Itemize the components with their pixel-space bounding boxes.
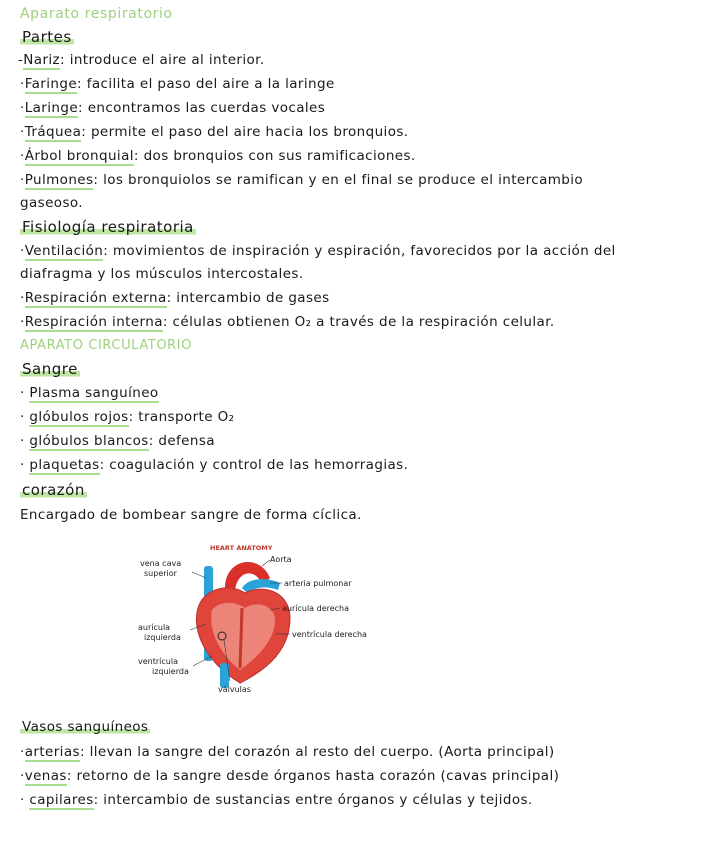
section-title-respiratorio: Aparato respiratorio [20, 6, 173, 22]
heart-anatomy-diagram [130, 538, 400, 698]
heading-sangre: Sangre [22, 360, 78, 378]
label-ventriculo-derecha: ventrícula derecha [292, 630, 367, 639]
list-item-laringe: ·Laringe: encontramos las cuerdas vocales [20, 100, 326, 116]
label-ventriculo-izq: ventrícula [138, 657, 178, 666]
list-item-arterias: ·arterias: llevan la sangre del corazón al resto del cuerpo. (Aorta principal) [20, 744, 555, 760]
section-title-circulatorio: APARATO CIRCULATORIO [20, 338, 193, 353]
list-item-traquea: ·Tráquea: permite el paso del aire hacia los bronquios. [20, 124, 409, 140]
label-valvulas: válvulas [218, 685, 251, 694]
list-item-arbol-bronquial: ·Árbol bronquial: dos bronquios con sus ramificaciones. [20, 148, 416, 164]
list-item-plasma: · Plasma sanguíneo [20, 385, 159, 401]
diagram-title: HEART ANATOMY [210, 544, 273, 552]
list-item-globulos-rojos: · glóbulos rojos: transporte O₂ [20, 409, 235, 425]
list-item-resp-externa: ·Respiración externa: intercambio de gases [20, 290, 330, 306]
list-item-nariz: -Nariz: introduce el aire al interior. [18, 52, 265, 68]
list-item-globulos-blancos: · glóbulos blancos: defensa [20, 433, 215, 449]
label-auricula-izq: aurícula [138, 623, 171, 632]
corazon-description: Encargado de bombear sangre de forma cíclica. [20, 507, 362, 523]
label-auricula-derecha: aurícula derecha [282, 604, 350, 613]
list-item-resp-interna: ·Respiración interna: células obtienen O₂ a través de la respiración celular. [20, 314, 555, 330]
label-vena-cava: vena cava [140, 559, 182, 568]
label-ventriculo-izq-2: izquierda [152, 667, 189, 676]
heading-vasos: Vasos sanguíneos [22, 719, 149, 735]
list-item-capilares: · capilares: intercambio de sustancias entre órganos y células y tejidos. [20, 792, 533, 808]
list-item-pulmones: ·Pulmones: los bronquiolos se ramifican y en el final se produce el intercambio [20, 172, 584, 188]
label-arteria-pulmonar: arteria pulmonar [284, 579, 352, 588]
heading-fisiologia: Fisiología respiratoria [22, 218, 194, 236]
list-item-plaquetas: · plaquetas: coagulación y control de las hemorragias. [20, 457, 409, 473]
list-item-venas: ·venas: retorno de la sangre desde órganos hasta corazón (cavas principal) [20, 768, 560, 784]
list-item-ventilacion-cont: diafragma y los músculos intercostales. [20, 266, 304, 282]
ventricle-divider [240, 608, 242, 668]
label-aorta: Aorta [270, 555, 292, 564]
list-item-faringe: ·Faringe: facilita el paso del aire a la laringe [20, 76, 335, 92]
heading-partes: Partes [22, 28, 72, 46]
list-item-pulmones-cont: gaseoso. [20, 195, 83, 211]
list-item-ventilacion: ·Ventilación: movimientos de inspiración y espiración, favorecidos por la acción del [20, 243, 616, 259]
label-auricula-izq-2: izquierda [144, 633, 181, 642]
heading-corazon: corazón [22, 481, 85, 499]
label-vena-cava-2: superior [144, 569, 177, 578]
